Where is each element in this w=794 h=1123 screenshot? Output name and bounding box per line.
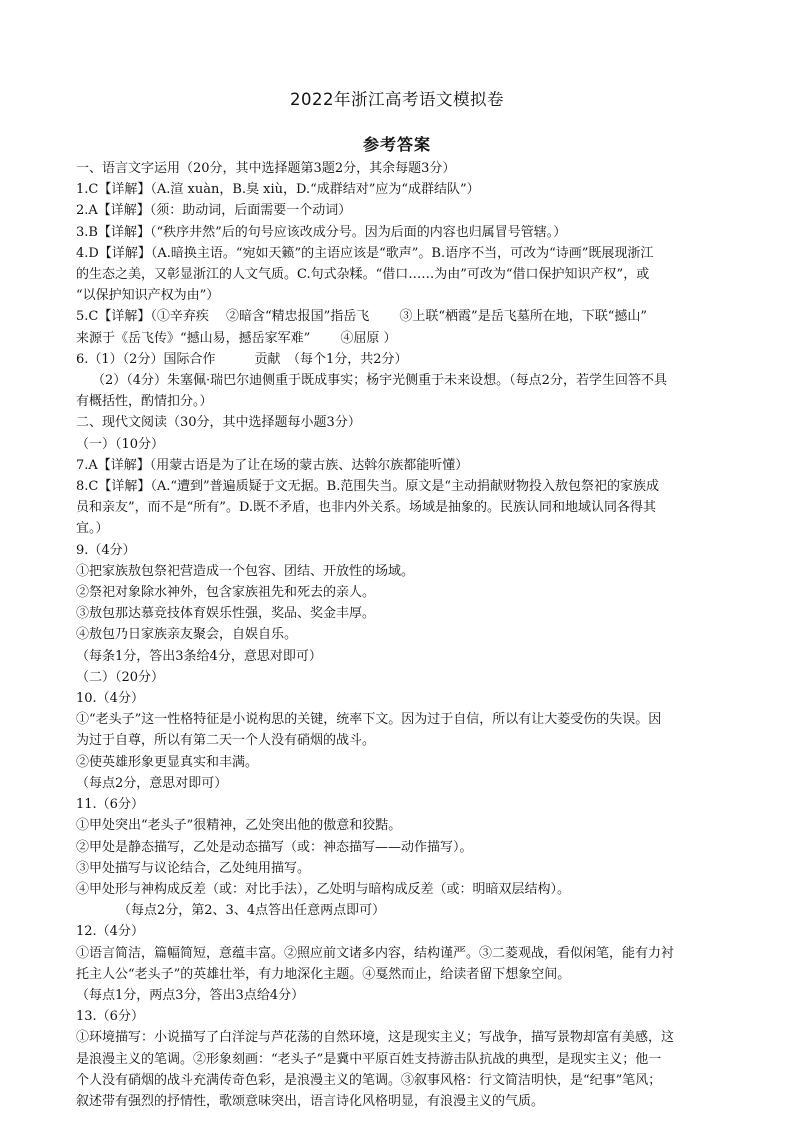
answer-point: 是浪漫主义的笔调。②形象刻画：“老头子”是冀中平原百姓支持游击队抗战的典型，是现实主义；他一 [76, 1051, 662, 1067]
answer-line: 4.D【详解】（A.暗换主语。“宛如天籁”的主语应该是“歌声”。B.语序不当，可改为“诗画”既展现浙江 [76, 245, 654, 261]
answer-point: ①把家族敖包祭祀营造成一个包容、团结、开放性的场域。 [76, 563, 415, 579]
answer-line: 7.A【详解】（用蒙古语是为了让在场的蒙古族、达斡尔族都能听懂） [76, 457, 469, 473]
answer-point: ②使英雄形象更显真实和丰满。 [76, 754, 259, 770]
answer-line: 13.（6分） [76, 1009, 144, 1025]
answer-line: 6.（1）（2分）国际合作 贡献 （每个1分，共2分） [76, 351, 408, 367]
answer-line: “以保护知识产权为由”） [76, 288, 220, 304]
answer-line: 1.C【详解】（A.渲 xuàn，B.臭 xiù，D.“成群结对”应为“成群结队”） [76, 182, 480, 198]
answer-point: ①“老头子”这一性格特征是小说构思的关键，统率下文。因为过于自信，所以有让大菱受伤的失误。因 [76, 712, 662, 728]
answer-line: 3.B【详解】（“秩序井然”后的句号应该改成分号。因为后面的内容也归属冒号管辖。） [76, 224, 567, 240]
answer-line: 11.（6分） [76, 797, 144, 813]
answer-point: 为过于自尊，所以有第二天一个人没有硝烟的战斗。 [76, 733, 376, 749]
answer-line: 5.C【详解】（①辛弃疾 ②暗含“精忠报国”指岳飞 ③上联“栖霞”是岳飞墓所在地，下联“撼山” [76, 309, 647, 325]
answer-point: ③敖包那达慕竞技体育娱乐性强，奖品、奖金丰厚。 [76, 606, 376, 622]
answer-line: 员和亲友”，而不是“所有”。D.既不矛盾，也非内外关系。场域是抽象的。民族认同和地域认同各得其 [76, 500, 657, 516]
scoring-note: （每点1分，两点3分，答出3点给4分） [76, 987, 305, 1003]
section-heading: 一、语言文字运用（20分，其中选择题第3题2分，其余每题3分） [76, 161, 456, 176]
answer-point: ②甲处是静态描写，乙处是动态描写（或：神态描写——动作描写）。 [76, 839, 473, 855]
answer-line: 宜。） [76, 521, 109, 537]
scoring-note: （每点2分，第2、3、4点答出任意两点即可） [118, 903, 386, 919]
subsection-heading: （一）（10分） [76, 436, 165, 452]
scoring-note: （每点2分，意思对即可） [76, 775, 228, 791]
answer-point: ①环境描写：小说描写了白洋淀与芦花荡的自然环境，这是现实主义；写战争，描写景物却富有美感，这 [76, 1030, 675, 1046]
answer-point: ④敖包乃日家族亲友聚会，自娱自乐。 [76, 627, 298, 643]
answer-line: 8.C【详解】（A.“遭到”普遍质疑于文无据。B.范围失当。原文是“主动捐献财物投入敖包祭祀的家族成 [76, 479, 659, 495]
answer-point: ①语言简洁，篇幅简短，意蕴丰富。②照应前文诸多内容，结构谨严。③二菱观战，看似闲笔，能有力衬 [76, 945, 675, 961]
answer-line: 的生态之美，又彰显浙江的人文气质。C.句式杂糅。“借口……为由”可改为“借口保护知识产权”，或 [76, 267, 650, 283]
answer-line: 2.A【详解】（须：助动词，后面需要一个动词） [76, 203, 352, 219]
answer-point: ④甲处形与神构成反差（或：对比手法），乙处明与暗构成反差（或：明暗双层结构）。 [76, 881, 571, 897]
section-heading: 二、现代文阅读（30分，其中选择题每小题3分） [76, 415, 361, 431]
answer-line: （2）（4分）朱塞佩·瑞巴尔迪侧重于既成事实；杨宇光侧重于未来设想。（每点2分，若学生回答不具 [92, 373, 667, 389]
answer-line: 来源于《岳飞传》“撼山易，撼岳家军难” ④屈原 ） [76, 330, 397, 346]
answer-point: 托主人公“老头子”的英雄壮举，有力地深化主题。④戛然而止，给读者留下想象空间。 [76, 966, 571, 982]
answer-point: 个人没有硝烟的战斗充满传奇色彩，是浪漫主义的笔调。③叙事风格：行文简洁明快，是“纪事”笔风； [76, 1072, 662, 1088]
answer-point: 叙述带有强烈的抒情性，歌颂意味突出，语言诗化风格明显，有浪漫主义的气质。 [76, 1093, 545, 1109]
page-title: 2022年浙江高考语文模拟卷 [290, 90, 504, 109]
answer-body [76, 158, 724, 1112]
answer-line: 有概括性，酌情扣分。） [76, 394, 213, 410]
subsection-heading: （二）（20分） [76, 669, 165, 685]
answer-point: ②祭祀对象除水神外，包含家族祖先和死去的亲人。 [76, 585, 376, 601]
answer-point: ①甲处突出“老头子”很精神，乙处突出他的傲意和狡黠。 [76, 818, 402, 834]
scoring-note: （每条1分，答出3条给4分，意思对即可） [76, 648, 322, 664]
answer-point: ③甲处描写与议论结合，乙处纯用描写。 [76, 860, 311, 876]
answer-line: 12.（4分） [76, 924, 144, 940]
answer-line: 9.（4分） [76, 542, 136, 558]
page-subtitle: 参考答案 [362, 135, 431, 154]
answer-line: 10.（4分） [76, 691, 144, 707]
